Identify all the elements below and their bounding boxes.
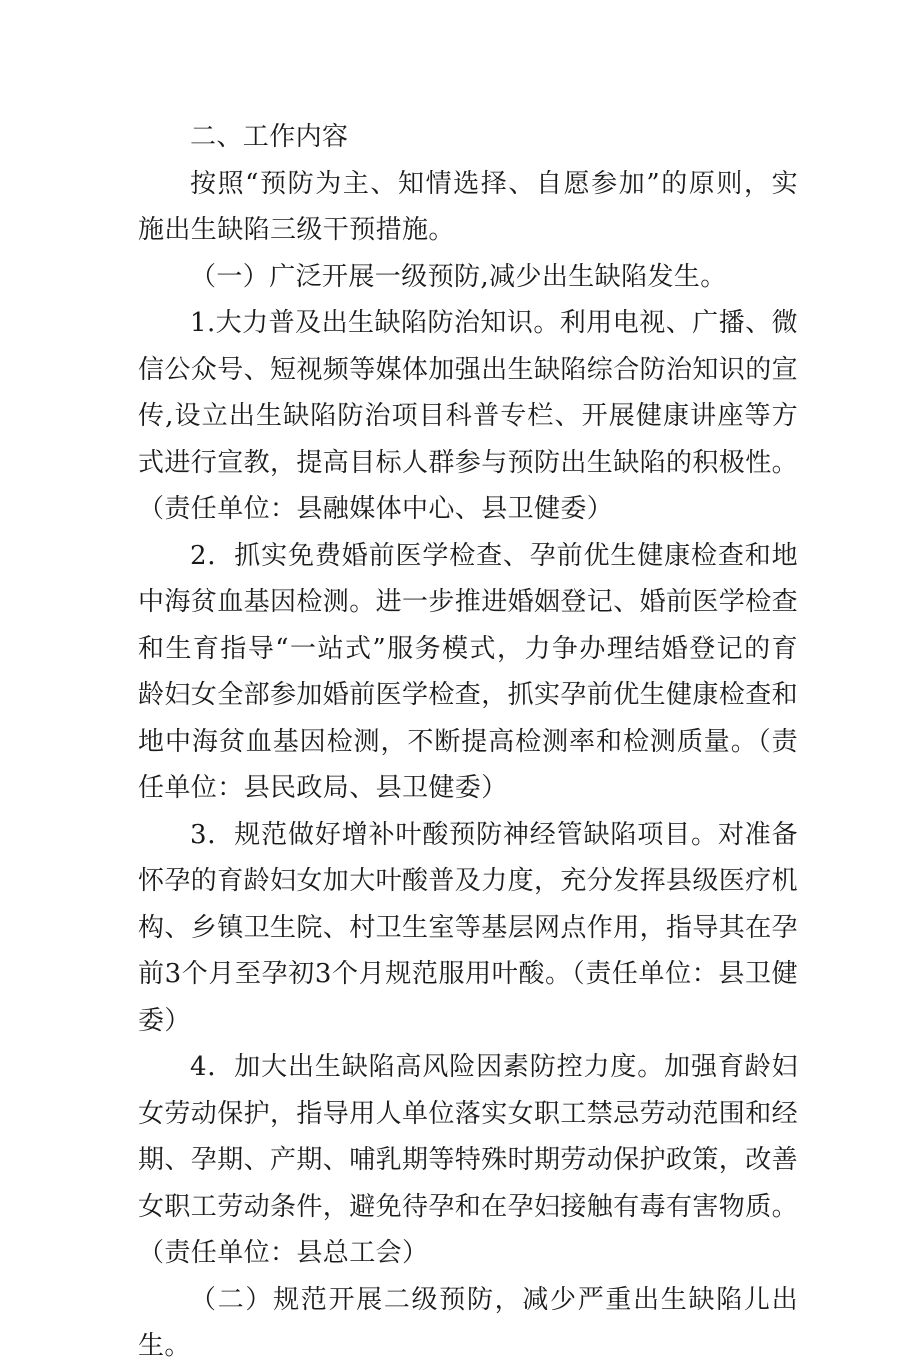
document-body <box>138 114 798 1370</box>
intro-paragraph: 按照“预防为主、知情选择、自愿参加”的原则，实施出生缺陷三级干预措施。 <box>138 168 798 245</box>
section-heading: 二、工作内容 <box>190 122 349 152</box>
item-paragraph-1: 1.大力普及出生缺陷防治知识。利用电视、广播、微信公众号、短视频等媒体加强出生缺陷综合防治知识的宣传,设立出生缺陷防治项目科普专栏、开展健康讲座等方式进行宣教，提高目标人群参与预防出生缺陷的积极性。（责任单位：县融媒体中心、县卫健委） <box>138 308 799 524</box>
item-paragraph-4: 4．加大出生缺陷高风险因素防控力度。加强育龄妇女劳动保护，指导用人单位落实女职工禁忌劳动范围和经期、孕期、产期、哺乳期等特殊时期劳动保护政策，改善女职工劳动条件，避免待孕和在孕妇接触有毒有害物质。（责任单位：县总工会） <box>138 1052 799 1268</box>
item-paragraph-2: 2．抓实免费婚前医学检查、孕前优生健康检查和地中海贫血基因检测。进一步推进婚姻登记、婚前医学检查和生育指导“一站式”服务模式，力争办理结婚登记的育龄妇女全部参加婚前医学检查，抓实孕前优生健康检查和地中海贫血基因检测，不断提高检测率和检测质量。（责任单位：县民政局、县卫健委） <box>138 540 799 803</box>
subsection-heading-2: （二）规范开展二级预防，减少严重出生缺陷儿出生。 <box>138 1284 798 1361</box>
subsection-heading-1: （一）广泛开展一级预防,减少出生缺陷发生。 <box>190 261 727 292</box>
item-paragraph-3: 3．规范做好增补叶酸预防神经管缺陷项目。对准备怀孕的育龄妇女加大叶酸普及力度，充分发挥县级医疗机构、乡镇卫生院、村卫生室等基层网点作用，指导其在孕前3个月至孕初3个月规范服用叶酸。（责任单位：县卫健委） <box>138 819 799 1036</box>
